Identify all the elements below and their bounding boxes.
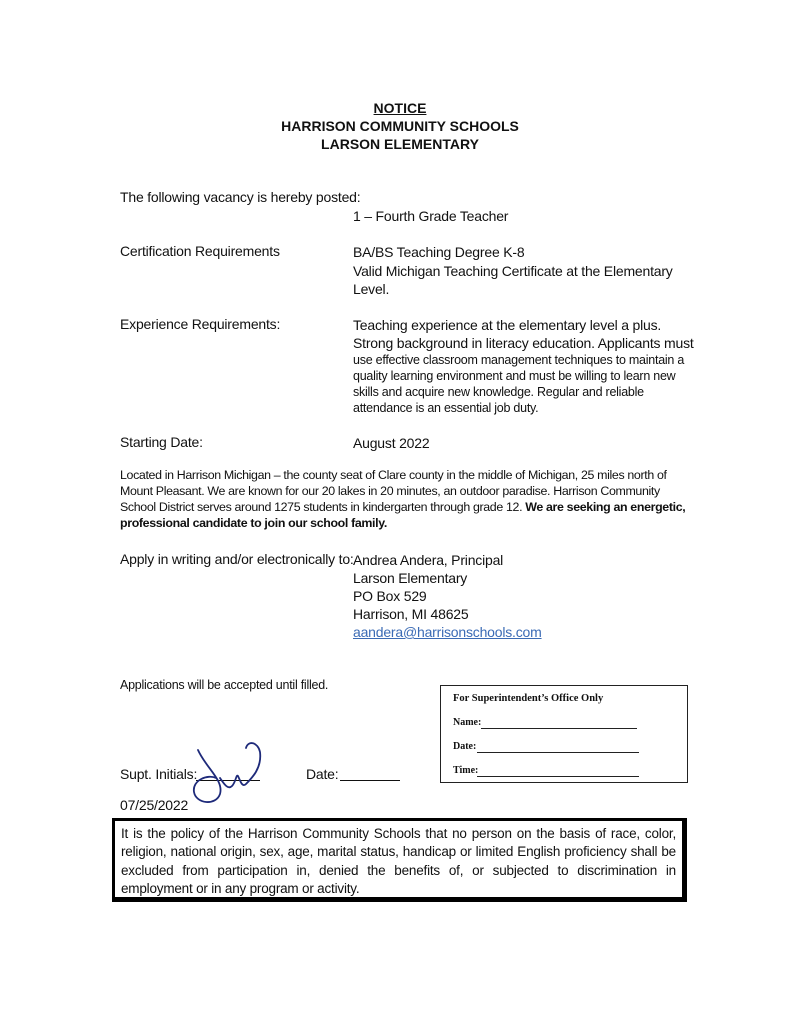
vacancy-intro: The following vacancy is hereby posted: — [120, 189, 361, 205]
signoff-date-line — [340, 780, 400, 781]
contact-name: Andrea Andera, Principal — [353, 552, 504, 568]
signoff-date-label: Date: — [306, 766, 339, 782]
certification-line: Valid Michigan Teaching Certificate at the Elementary — [353, 263, 673, 279]
vacancy-position: 1 – Fourth Grade Teacher — [353, 208, 509, 224]
applications-note: Applications will be accepted until filled. — [120, 678, 329, 692]
certification-label: Certification Requirements — [120, 243, 280, 259]
experience-line: Strong background in literacy education. Applicants must — [353, 335, 694, 351]
contact-school: Larson Elementary — [353, 570, 468, 586]
district-description: Located in Harrison Michigan – the county seat of Clare county in the middle of Michigan, 25 miles north of Mount Pleasant. We are known for our 20 lakes in 20 minutes, an outdoor paradise. Harrison Community School District serves around 1275 students in kindergarten through grade 12. We are seeking an energetic, professional candidate to join our school family. — [120, 468, 686, 530]
sup-time-label: Time: — [453, 765, 479, 776]
experience-line: attendance is an essential job duty. — [353, 401, 539, 415]
starting-date-value: August 2022 — [353, 435, 430, 451]
district-name: HARRISON COMMUNITY SCHOOLS — [281, 118, 519, 134]
initials-label: Supt. Initials: — [120, 766, 198, 782]
sup-date-label: Date: — [453, 741, 477, 752]
contact-city: Harrison, MI 48625 — [353, 606, 469, 622]
superintendent-box-title: For Superintendent’s Office Only — [453, 693, 604, 704]
certification-line: Level. — [353, 281, 390, 297]
school-name: LARSON ELEMENTARY — [321, 136, 479, 152]
recruitment-statement: We are seeking an energetic, professional candidate to join our school family. — [120, 500, 686, 530]
nondiscrimination-policy: It is the policy of the Harrison Community Schools that no person on the basis of race, color, religion, national origin, sex, age, marital status, handicap or limited English proficiency shall be excluded from participation in, denied the benefits of, or subjected to discrimination in employment or in any program or activity. — [112, 818, 687, 902]
contact-po-box: PO Box 529 — [353, 588, 427, 604]
signoff-date-written: 07/25/2022 — [120, 797, 189, 813]
starting-date-label: Starting Date: — [120, 434, 203, 450]
sup-time-field — [477, 776, 639, 777]
sup-name-field — [481, 728, 637, 729]
apply-label: Apply in writing and/or electronically to: — [120, 551, 354, 567]
sup-date-field — [477, 752, 639, 753]
experience-line: skills and acquire new knowledge. Regular and reliable — [353, 385, 644, 399]
sup-name-label: Name: — [453, 717, 482, 728]
superintendent-office-box — [440, 685, 688, 783]
experience-line: Teaching experience at the elementary level a plus. — [353, 317, 662, 333]
handwritten-initials-signature — [180, 728, 270, 813]
contact-email-link[interactable]: aandera@harrisonschools.com — [353, 624, 542, 640]
experience-line: quality learning environment and must be willing to learn new — [353, 369, 676, 383]
experience-line: use effective classroom management techniques to maintain a — [353, 353, 685, 367]
notice-title: NOTICE — [373, 100, 427, 116]
experience-label: Experience Requirements: — [120, 316, 281, 332]
certification-line: BA/BS Teaching Degree K-8 — [353, 244, 525, 260]
